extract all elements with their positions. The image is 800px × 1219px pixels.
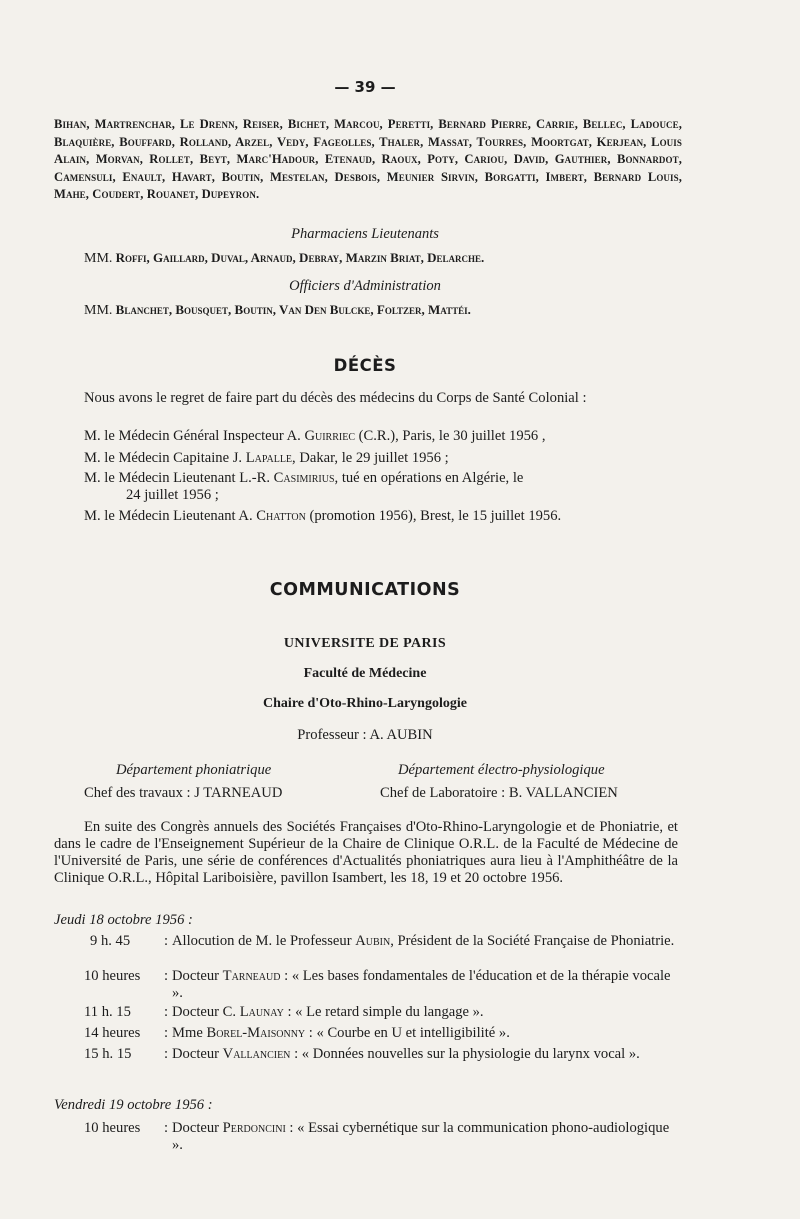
officiers-line xyxy=(84,302,471,319)
program-item: 14 heures : Mme Borel-Maisonny : « Courbe en U et intelligibilité ». xyxy=(84,1025,510,1041)
deces-title: DÉCÈS xyxy=(333,356,397,375)
day-heading: Jeudi 18 octobre 1956 : xyxy=(54,912,193,928)
program-time: 11 h. 15 xyxy=(84,1004,131,1020)
program-prefix: Docteur C. xyxy=(172,1004,240,1020)
deces-entry-continuation: 24 juillet 1956 ; xyxy=(126,487,219,503)
pharmaciens-heading: Pharmaciens Lieutenants xyxy=(291,226,439,242)
program-time: 10 heures xyxy=(84,1120,141,1136)
program-item: 10 heures : Docteur Tarneaud : « Les bases fondamentales de l'éducation et de la thérapie vocale ». xyxy=(84,968,671,1001)
faculty-heading: Faculté de Médecine xyxy=(303,666,427,681)
program-time: 15 h. 15 xyxy=(84,1046,132,1062)
deces-entry-suffix: , tué en opérations en Algérie, le xyxy=(334,470,524,486)
pharmaciens-line xyxy=(84,250,484,267)
professeur-line: Professeur : A. AUBIN xyxy=(297,727,433,743)
deces-entry xyxy=(84,470,678,504)
deces-entry-suffix: (promotion 1956), Brest, le 15 juillet 1956. xyxy=(305,508,562,524)
program-prefix: Docteur xyxy=(172,968,223,984)
deces-entry-prefix: M. le Médecin Lieutenant A. xyxy=(84,508,257,524)
chaire-heading: Chaire d'Oto-Rhino-Laryngologie xyxy=(263,696,467,711)
program-time: 10 heures xyxy=(84,968,141,984)
deces-entry-prefix: M. le Médecin Lieutenant L.-R. xyxy=(84,470,274,486)
deces-entry-suffix: , Dakar, le 29 juillet 1956 ; xyxy=(292,450,449,466)
program-prefix: Mme xyxy=(172,1025,207,1041)
program-speaker: Perdoncini xyxy=(222,1120,286,1136)
dept-left-heading: Département phoniatrique xyxy=(116,762,272,778)
deces-entry-suffix: (C.R.), Paris, le 30 juillet 1956 , xyxy=(355,428,546,444)
deces-entry xyxy=(84,428,678,445)
officiers-heading: Officiers d'Administration xyxy=(289,278,441,294)
deces-entry xyxy=(84,508,678,525)
program-suffix: : « Les bases fondamentales de l'éducation et de la thérapie vocale ». xyxy=(172,968,671,1001)
program-prefix: Allocution de M. le Professeur xyxy=(172,933,356,949)
deces-entry-name: Guirriec xyxy=(304,428,355,444)
page-number: — 39 — xyxy=(334,78,396,96)
mm-label: MM. xyxy=(84,303,113,318)
chef-right-line: Chef de Laboratoire : B. VALLANCIEN xyxy=(380,785,618,801)
deces-entry xyxy=(84,450,678,467)
communications-title: COMMUNICATIONS xyxy=(269,580,461,600)
deces-entry-name: Chatton xyxy=(256,508,306,524)
program-speaker: Borel-Maisonny xyxy=(206,1025,306,1041)
deces-entry-name: Lapalle xyxy=(245,450,293,466)
program-item: 15 h. 15 : Docteur Vallancien : « Données nouvelles sur la physiologie du larynx vocal ». xyxy=(84,1046,640,1062)
program-suffix: : « Courbe en U et intelligibilité ». xyxy=(305,1025,510,1041)
officer-names-list: Bihan, Martrenchar, Le Drenn, Reiser, Bichet, Marcou, Peretti, Bernard Pierre, Carrie, Bellec, Ladouce, Blaquière, Bouffard, Rolland, Arzel, Vedy, Fageolles, Thaler, Massat, Tourres, Moortgat, Kerjean, Louis Alain, Morvan, Rollet, Beyt, Marc'Hadour, Etenaud, Raoux, Poty, Cariou, David, Gauthier, Bonnardot, Camensuli, Enault, Havart, Boutin, Mestelan, Desbois, Meunier Sirvin, Borgatti, Imbert, Bernard Louis, Mahe, Coudert, Rouanet, Dupeyron. xyxy=(54,117,682,202)
program-speaker: Aubin xyxy=(355,933,391,949)
program-item: 10 heures : Docteur Perdoncini : « Essai cybernétique sur la communication phono-audiologique ». xyxy=(84,1120,670,1153)
program-prefix: Docteur xyxy=(172,1120,223,1136)
program-speaker: Vallancien xyxy=(222,1046,291,1062)
deces-entry-prefix: M. le Médecin Général Inspecteur A. xyxy=(84,428,305,444)
university-heading: UNIVERSITE DE PARIS xyxy=(283,636,447,651)
deces-intro: Nous avons le regret de faire part du décès des médecins du Corps de Santé Colonial : xyxy=(84,390,587,406)
officiers-names: Blanchet, Bousquet, Boutin, Van Den Bulcke, Foltzer, Mattéi. xyxy=(115,302,471,317)
pharmaciens-names: Roffi, Gaillard, Duval, Arnaud, Debray, Marzin Briat, Delarche. xyxy=(115,250,485,265)
chef-left-line: Chef des travaux : J TARNEAUD xyxy=(84,785,283,801)
mm-label: MM. xyxy=(84,251,113,266)
program-suffix: : « Essai cybernétique sur la communication phono-audiologique ». xyxy=(172,1120,670,1153)
program-prefix: Docteur xyxy=(172,1046,223,1062)
day-heading: Vendredi 19 octobre 1956 : xyxy=(54,1097,213,1113)
program-suffix: , Président de la Société Française de Phoniatrie. xyxy=(390,933,675,949)
deces-entry-name: Casimirius xyxy=(273,470,335,486)
deces-entry-prefix: M. le Médecin Capitaine J. xyxy=(84,450,246,466)
program-item: 11 h. 15 : Docteur C. Launay : « Le retard simple du langage ». xyxy=(84,1004,484,1020)
program-time: 14 heures xyxy=(84,1025,141,1041)
program-speaker: Tarneaud xyxy=(222,968,281,984)
program-speaker: Launay xyxy=(239,1004,284,1020)
program-item: 9 h. 45 : Allocution de M. le Professeur Aubin, Président de la Société Française de Phoniatrie. xyxy=(84,933,680,950)
program-suffix: : « Le retard simple du langage ». xyxy=(283,1004,484,1020)
communications-paragraph: En suite des Congrès annuels des Sociétés Françaises d'Oto-Rhino-Laryngologie et de Phoniatrie, et dans le cadre de l'Enseignement Supérieur de la Chaire de Clinique O.R.L. de la Faculté de Médecine de l'Université de Paris, une série de conférences d'Actualités phoniatriques aura lieu à l'Amphithéâtre de la Clinique O.R.L., Hôpital Lariboisière, pavillon Isambert, les 18, 19 et 20 octobre 1956. xyxy=(54,819,678,886)
program-suffix: : « Données nouvelles sur la physiologie du larynx vocal ». xyxy=(290,1046,640,1062)
program-time: 9 h. 45 xyxy=(90,933,131,949)
dept-right-heading: Département électro-physiologique xyxy=(398,762,605,778)
